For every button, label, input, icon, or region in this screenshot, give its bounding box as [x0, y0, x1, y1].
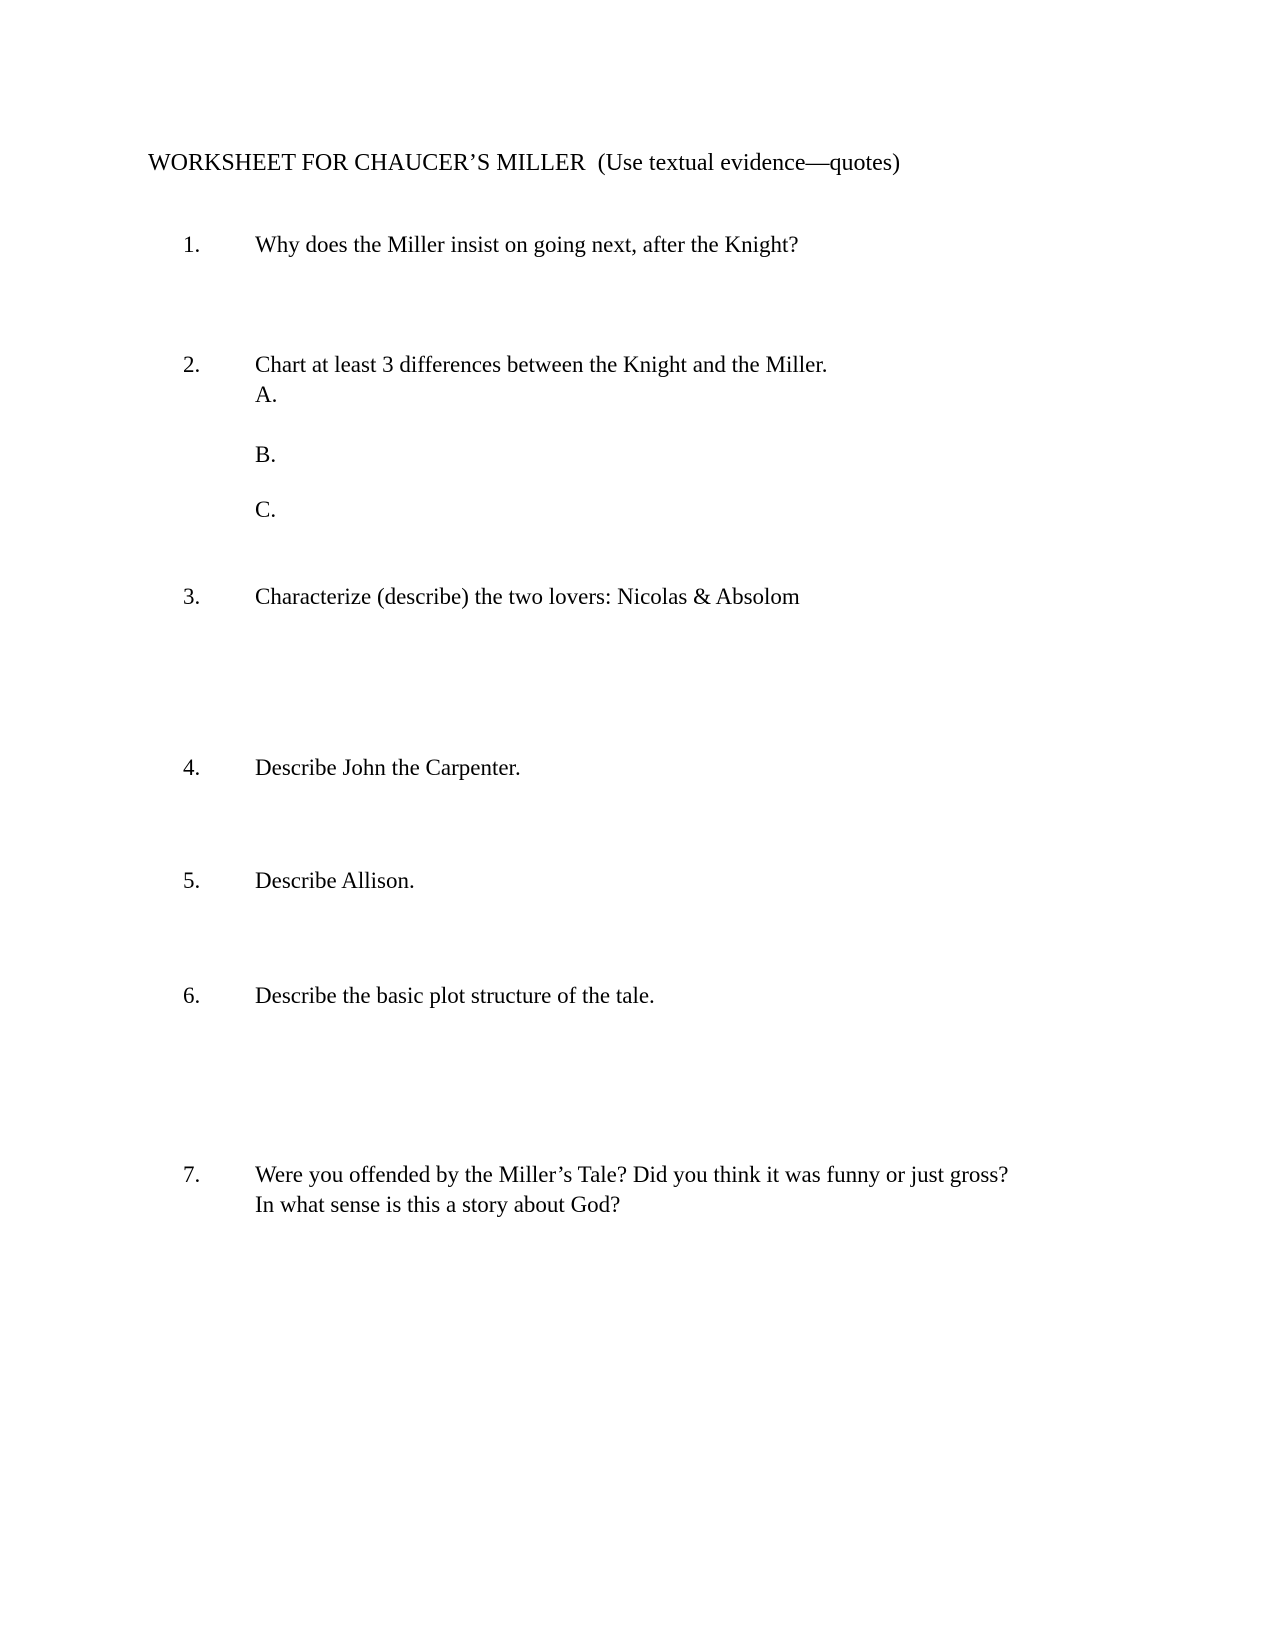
question-7-number: 7.	[183, 1162, 201, 1187]
question-5	[183, 866, 1155, 896]
question-4	[183, 753, 1155, 783]
question-1-text: Why does the Miller insist on going next, after the Knight?	[255, 232, 799, 257]
question-2-text: Chart at least 3 differences between the Knight and the Miller.	[255, 352, 828, 377]
question-2-subitem-b: B.	[255, 442, 277, 467]
worksheet-title: WORKSHEET FOR CHAUCER’S MILLER (Use textual evidence—quotes)	[148, 150, 901, 176]
question-3-number: 3.	[183, 584, 201, 609]
question-1-number: 1.	[183, 232, 201, 257]
question-2	[183, 350, 1155, 380]
question-5-text: Describe Allison.	[255, 868, 415, 893]
question-2-subitem-a: A.	[255, 382, 278, 407]
question-5-number: 5.	[183, 868, 201, 893]
question-6-text: Describe the basic plot structure of the tale.	[255, 983, 655, 1008]
question-2-subitem-c: C.	[255, 497, 277, 522]
question-7	[183, 1160, 1155, 1220]
question-2-number: 2.	[183, 352, 201, 377]
question-4-text: Describe John the Carpenter.	[255, 755, 521, 780]
question-6	[183, 981, 1155, 1011]
question-7-text-line1: Were you offended by the Miller’s Tale? Did you think it was funny or just gross?	[255, 1162, 1009, 1187]
question-6-number: 6.	[183, 983, 201, 1008]
question-1	[183, 230, 1155, 260]
question-7-text-line2: In what sense is this a story about God?	[255, 1192, 621, 1217]
question-3	[183, 582, 1155, 612]
question-4-number: 4.	[183, 755, 201, 780]
question-3-text: Characterize (describe) the two lovers: Nicolas & Absolom	[255, 584, 800, 609]
question-7-text	[255, 1160, 1155, 1220]
